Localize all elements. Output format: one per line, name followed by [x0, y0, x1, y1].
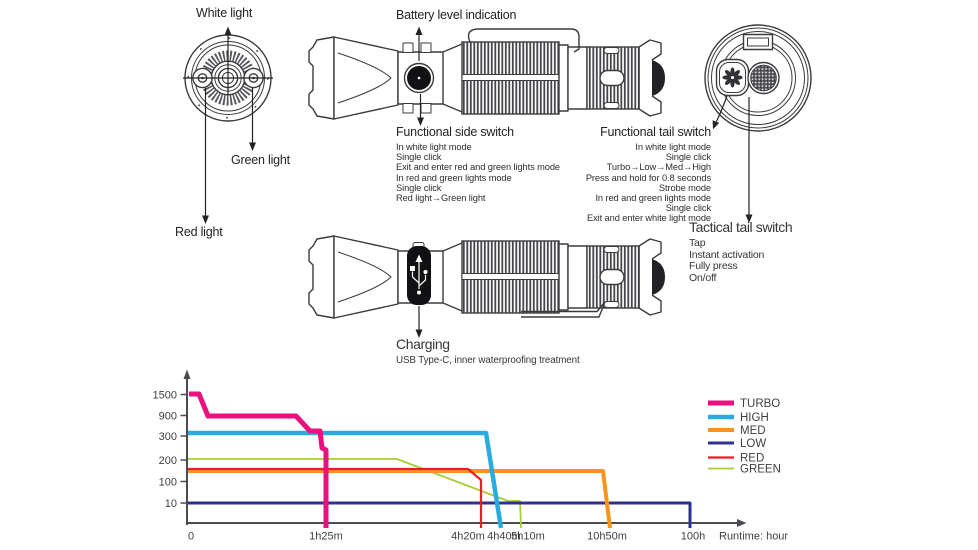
- x-tick-label: 5h10m: [511, 530, 545, 543]
- legend-label-med: MED: [740, 425, 766, 437]
- text-line: In white light mode: [396, 142, 472, 152]
- charging-port: [408, 247, 431, 305]
- charging-arrow: [416, 306, 423, 338]
- x-tick-label: 0: [187, 530, 195, 543]
- text-line: Exit and enter red and green lights mode: [396, 162, 560, 173]
- x-tick-label: 4h20m: [451, 530, 485, 543]
- text-line: Red light→Green light: [396, 193, 486, 204]
- white-light-label: White light: [196, 6, 253, 20]
- y-axis-ticks: [153, 389, 187, 510]
- series-med: [188, 471, 610, 528]
- tail-switch-title: Functional tail switch: [600, 125, 711, 139]
- tactical-switch-block: [689, 219, 792, 284]
- runtime-chart: [153, 370, 789, 543]
- text-line: Exit and enter white light mode: [586, 213, 711, 224]
- green-light-label: Green light: [231, 153, 290, 167]
- charging-title: Charging: [396, 336, 450, 352]
- legend-label-turbo: TURBO: [740, 398, 781, 410]
- side-switch-title: Functional side switch: [396, 125, 514, 139]
- legend-label-green: GREEN: [740, 463, 781, 476]
- functional-tail-switch-button: [717, 60, 749, 96]
- text-line: In red and green lights mode: [396, 172, 512, 183]
- functional-tail-switch-arrow: [713, 96, 727, 129]
- x-axis-ticks: [188, 531, 705, 543]
- y-tick-label: 300: [158, 430, 177, 443]
- side-view-charging-drawing: [309, 236, 665, 338]
- x-tick-label: 4h40m: [487, 530, 521, 543]
- x-axis: [186, 519, 747, 527]
- chart-series: [188, 394, 690, 528]
- tail-switch-notes: [529, 142, 711, 224]
- text-line: In white light mode: [635, 142, 711, 152]
- text-line: Tap: [689, 237, 706, 249]
- side-view-switch-drawing: [309, 27, 665, 127]
- tactical-switch-notes: [689, 238, 792, 284]
- text-line: Single click: [396, 182, 442, 193]
- front-view-drawing: [183, 27, 273, 225]
- text-line: Turbo→Low→Med→High: [606, 162, 711, 173]
- legend-label-red: RED: [740, 452, 765, 465]
- text-line: On/off: [689, 271, 717, 284]
- x-axis-title: Runtime: hour: [719, 530, 789, 543]
- text-line: Single click: [665, 152, 711, 163]
- side-switch-button: [405, 64, 434, 93]
- y-tick-label: 200: [158, 454, 177, 467]
- legend-label-high: HIGH: [740, 412, 769, 424]
- y-tick-label: 100: [158, 476, 177, 489]
- battery-level-label: Battery level indication: [396, 8, 517, 22]
- legend-label-low: LOW: [740, 438, 767, 450]
- y-tick-label: 1500: [152, 389, 177, 402]
- text-line: Instant activation: [689, 248, 765, 261]
- charging-subtitle: USB Type-C, inner waterproofing treatment: [396, 355, 580, 366]
- text-line: In red and green lights mode: [595, 193, 711, 204]
- x-tick-label: 1h25m: [309, 530, 343, 543]
- text-line: Strobe mode: [658, 182, 711, 193]
- flower-icon: [722, 67, 742, 87]
- red-light-label: Red light: [175, 225, 223, 239]
- charging-block: [396, 336, 580, 366]
- series-low: [188, 503, 690, 528]
- tactical-tail-switch-arrow: [746, 97, 753, 223]
- text-line: Press and hold for 0.8 seconds: [585, 172, 711, 183]
- y-tick-label: 10: [164, 497, 177, 510]
- x-tick-label: 100h: [680, 530, 706, 543]
- series-turbo: [189, 394, 326, 528]
- series-red: [188, 469, 481, 528]
- text-line: Fully press: [689, 260, 738, 272]
- x-tick-label: 10h50m: [587, 530, 627, 543]
- tail-view-drawing: [705, 25, 811, 223]
- tail-switch-block: [529, 125, 711, 224]
- text-line: Single click: [396, 152, 442, 163]
- text-line: Single click: [665, 203, 711, 214]
- tactical-switch-title: Tactical tail switch: [689, 219, 793, 235]
- tactical-tail-switch-button: [748, 63, 779, 94]
- chart-legend: [708, 398, 781, 476]
- y-tick-label: 900: [158, 410, 177, 423]
